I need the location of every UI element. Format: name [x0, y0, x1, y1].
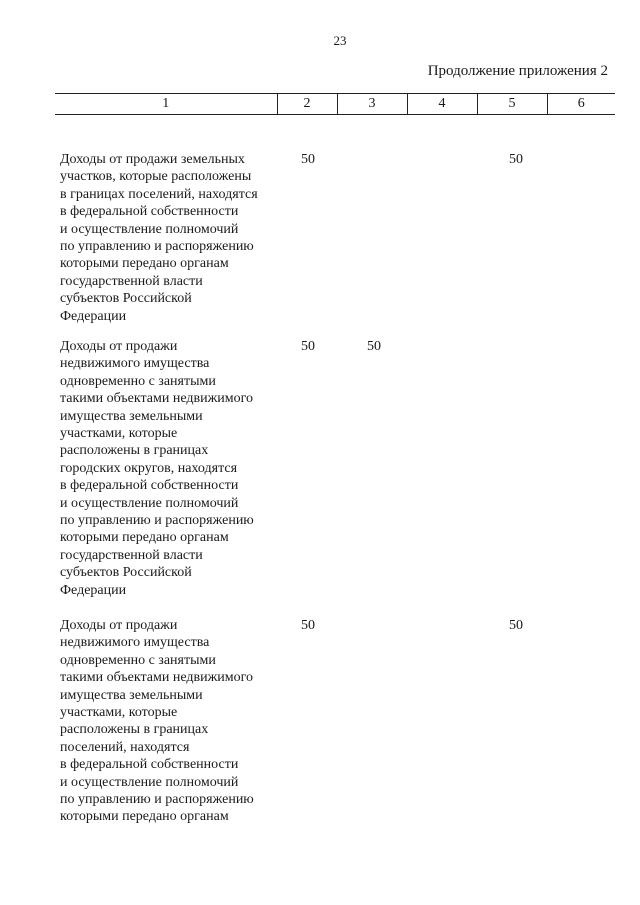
page-number: 23	[333, 33, 347, 48]
row-description: Доходы от продажи недвижимого имущества одновременно с занятыми такими объектами недвижимого имущества земельными участками, которые расположены в границах поселений, находятся в федеральной собственности и осуществление полномочий по управлению и распоряжению которыми передано органам	[60, 618, 254, 825]
column-header-row	[55, 94, 615, 115]
row-value-col2: 50	[301, 618, 315, 633]
column-header-3: 3	[337, 94, 407, 115]
row-value-col2: 50	[301, 339, 315, 354]
column-header-6: 6	[547, 94, 615, 115]
column-header-table	[55, 93, 615, 115]
continuation-caption: Продолжение приложения 2	[427, 63, 608, 79]
row-value-col5: 50	[509, 618, 523, 633]
column-header-1: 1	[55, 94, 277, 115]
row-value-col3: 50	[367, 339, 381, 354]
row-value-col2: 50	[301, 152, 315, 167]
column-header-4: 4	[407, 94, 477, 115]
row-value-col5: 50	[509, 152, 523, 167]
row-description: Доходы от продажи земельных участков, которые расположены в границах поселений, находятся в федеральной собственности и осуществление полномочий по управлению и распоряжению которыми передано органам государственной власти субъектов Российской Федерации	[60, 152, 258, 324]
column-header-2: 2	[277, 94, 337, 115]
row-description: Доходы от продажи недвижимого имущества одновременно с занятыми такими объектами недвижимого имущества земельными участками, которые расположены в границах городских округов, находятся в федеральной собственности и осуществление полномочий по управлению и распоряжению которыми передано органам государственной власти субъектов Российской Федерации	[60, 339, 254, 598]
column-header-5: 5	[477, 94, 547, 115]
